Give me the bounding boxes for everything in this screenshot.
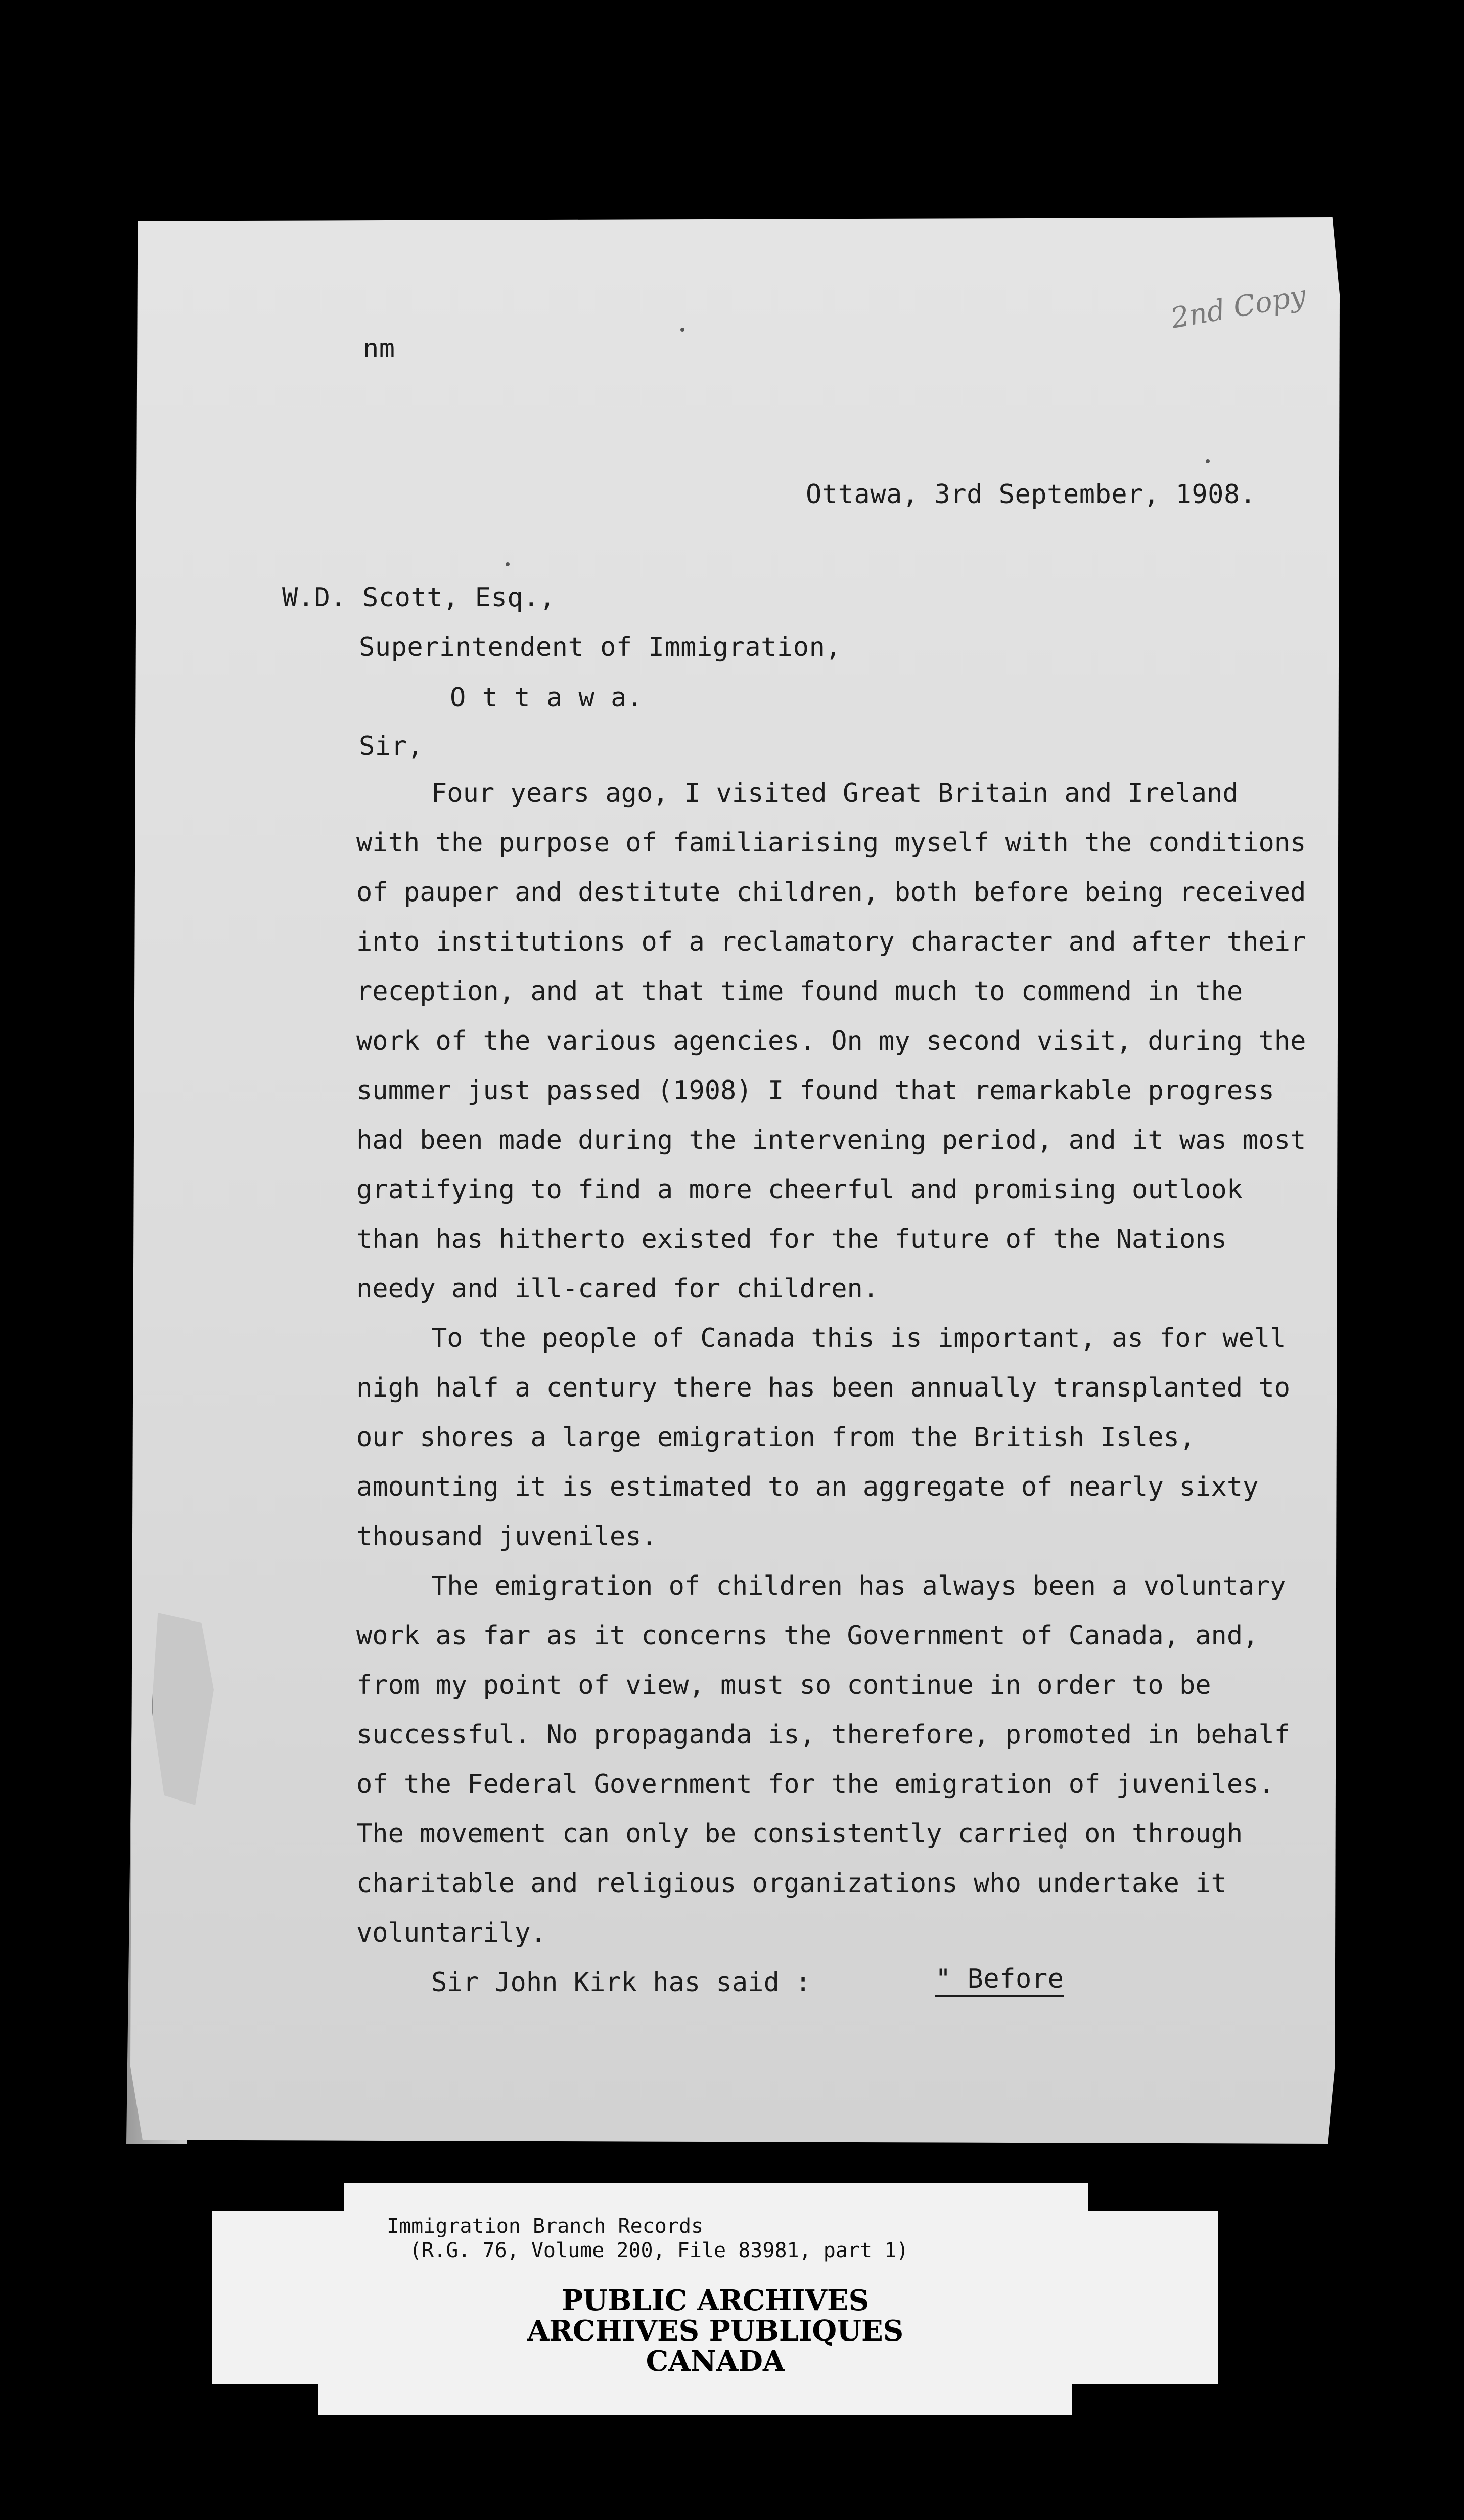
- recipient-city: O t t a w a.: [450, 683, 643, 713]
- archive-label-strip: [318, 2384, 1072, 2415]
- ink-speck: [680, 328, 684, 332]
- date-line: Ottawa, 3rd September, 1908.: [806, 479, 1256, 510]
- paragraph-3: The emigration of children has always been a voluntary work as far as it concerns the Government of Canada, and, from my point of view, must so continue in order to be successful. No propaganda is, therefore, promoted in behalf of the Federal Government for the emigration of juveniles. The movement can only be consistently carried on through charitable and religious organizations who undertake it voluntarily.: [356, 1571, 1291, 1948]
- typist-initials: nm: [363, 334, 395, 364]
- stamp-french: ARCHIVES PUBLIQUES: [527, 2314, 904, 2348]
- archive-record-line: Immigration Branch Records: [387, 2215, 704, 2238]
- recipient-title: Superintendent of Immigration,: [359, 632, 842, 662]
- paragraph-2: To the people of Canada this is important, as for well nigh half a century there has been annually transplanted to our shores a large emigration from the British Isles, amounting it is estimated to an aggregate of nearly sixty thousand juveniles.: [356, 1323, 1291, 1552]
- handwritten-note: 2nd Copy: [1168, 279, 1308, 335]
- archive-stamp: [212, 2285, 1218, 2376]
- ink-speck: [1206, 459, 1210, 463]
- paragraph-1: Four years ago, I visited Great Britain and Ireland with the purpose of familiarising myself with the conditions of pauper and destitute children, both before being received into institutions of a reclamatory character and after their reception, and at that time found much to commend in the work of the various agencies. On my second visit, during the summer just passed (1908) I found that remarkable progress had been made during the intervening period, and it was most gratifying to find a more cheerful and promising outlook than has hitherto existed for the future of the Nations needy and ill-cared for children.: [356, 778, 1306, 1304]
- salutation: Sir,: [359, 731, 424, 761]
- stamp-country: CANADA: [646, 2345, 785, 2378]
- letter-body: [356, 769, 1317, 2007]
- stamp-english: PUBLIC ARCHIVES: [561, 2284, 870, 2317]
- ink-speck: [506, 562, 510, 566]
- archive-reference-line: (R.G. 76, Volume 200, File 83981, part 1): [409, 2239, 909, 2262]
- catchword: " Before: [935, 1964, 1064, 1994]
- recipient-name: W.D. Scott, Esq.,: [282, 582, 556, 613]
- paragraph-4: Sir John Kirk has said :: [431, 1967, 811, 1998]
